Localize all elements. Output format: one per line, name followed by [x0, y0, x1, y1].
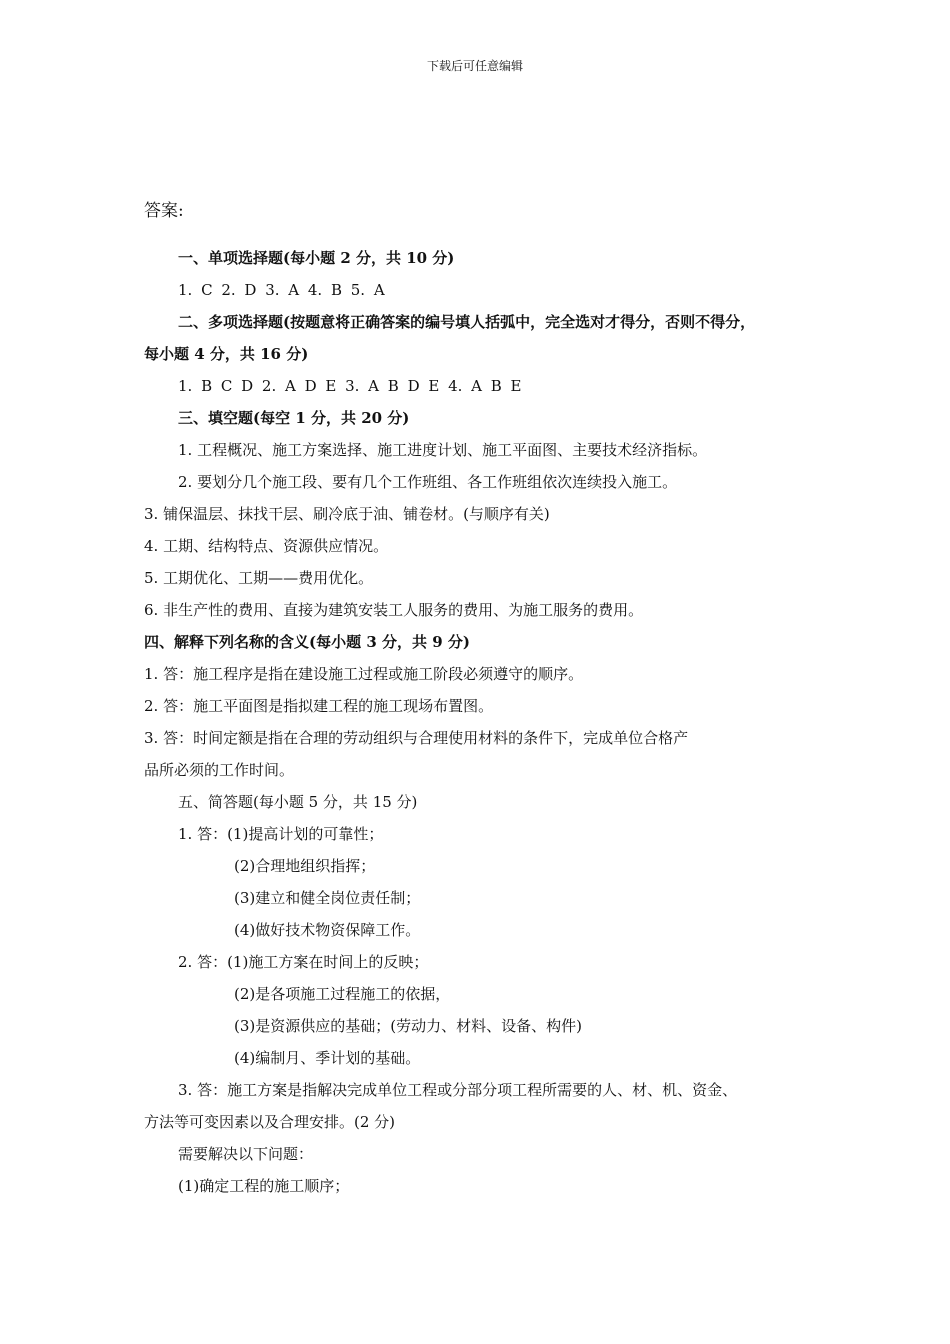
- answer-line: 4. 工期、结构特点、资源供应情况。: [144, 537, 389, 555]
- answer-line: 1. 答：(1)提高计划的可靠性；: [178, 825, 384, 843]
- answer-line: 1. 答：施工程序是指在建设施工过程或施工阶段必须遵守的顺序。: [144, 665, 584, 683]
- answer-line: (4)编制月、季计划的基础。: [234, 1049, 421, 1067]
- answer-line: (2)合理地组织指挥；: [234, 857, 376, 875]
- section-heading-single-choice: 一、单项选择题(每小题 2 分，共 10 分): [178, 249, 455, 267]
- answer-title: 答案:: [144, 201, 184, 221]
- section-heading-short-answer: 五、简答题(每小题 5 分，共 15 分): [178, 793, 418, 811]
- answer-line: 1. C 2. D 3. A 4. B 5. A: [178, 281, 385, 299]
- answer-line: 5. 工期优化、工期——费用优化。: [144, 569, 374, 587]
- answer-line: (3)是资源供应的基础；(劳动力、材料、设备、构件): [234, 1017, 582, 1035]
- answer-line: 2. 答：施工平面图是指拟建工程的施工现场布置图。: [144, 697, 494, 715]
- answer-line: (3)建立和健全岗位责任制；: [234, 889, 421, 907]
- answer-line: 6. 非生产性的费用、直接为建筑安装工人服务的费用、为施工服务的费用。: [144, 601, 644, 619]
- answer-line: 3. 答：施工方案是指解决完成单位工程或分部分项工程所需要的人、材、机、资金、: [178, 1081, 738, 1099]
- answer-line: 1. 工程概况、施工方案选择、施工进度计划、施工平面图、主要技术经济指标。: [178, 441, 708, 459]
- page-header: 下载后可任意编辑: [426, 59, 523, 73]
- section-heading-continuation: 每小题 4 分，共 16 分): [144, 345, 309, 363]
- answer-line: 方法等可变因素以及合理安排。(2 分): [144, 1113, 396, 1131]
- answer-line: 3. 铺保温层、抹找干层、刷冷底于油、铺卷材。(与顺序有关): [144, 505, 550, 523]
- answer-line: 品所必须的工作时间。: [144, 761, 295, 779]
- section-heading-definitions: 四、解释下列名称的含义(每小题 3 分，共 9 分): [144, 633, 470, 651]
- answer-line: (4)做好技术物资保障工作。: [234, 921, 421, 939]
- section-heading-multiple-choice: 二、多项选择题(按题意将正确答案的编号填人括弧中，完全选对才得分，否则不得分，: [178, 313, 756, 331]
- answer-line: (2)是各项施工过程施工的依据，: [234, 985, 451, 1003]
- answer-content: [144, 242, 834, 1202]
- answer-line: 需要解决以下问题：: [178, 1145, 314, 1163]
- answer-line: 3. 答：时间定额是指在合理的劳动组织与合理使用材料的条件下，完成单位合格产: [144, 729, 689, 747]
- answer-line: 2. 答：(1)施工方案在时间上的反映；: [178, 953, 429, 971]
- answer-line: 1. B C D 2. A D E 3. A B D E 4. A B E: [178, 377, 522, 395]
- answer-line: (1)确定工程的施工顺序；: [178, 1177, 350, 1195]
- section-heading-fill-blank: 三、填空题(每空 1 分，共 20 分): [178, 409, 410, 427]
- answer-line: 2. 要划分几个施工段、要有几个工作班组、各工作班组依次连续投入施工。: [178, 473, 678, 491]
